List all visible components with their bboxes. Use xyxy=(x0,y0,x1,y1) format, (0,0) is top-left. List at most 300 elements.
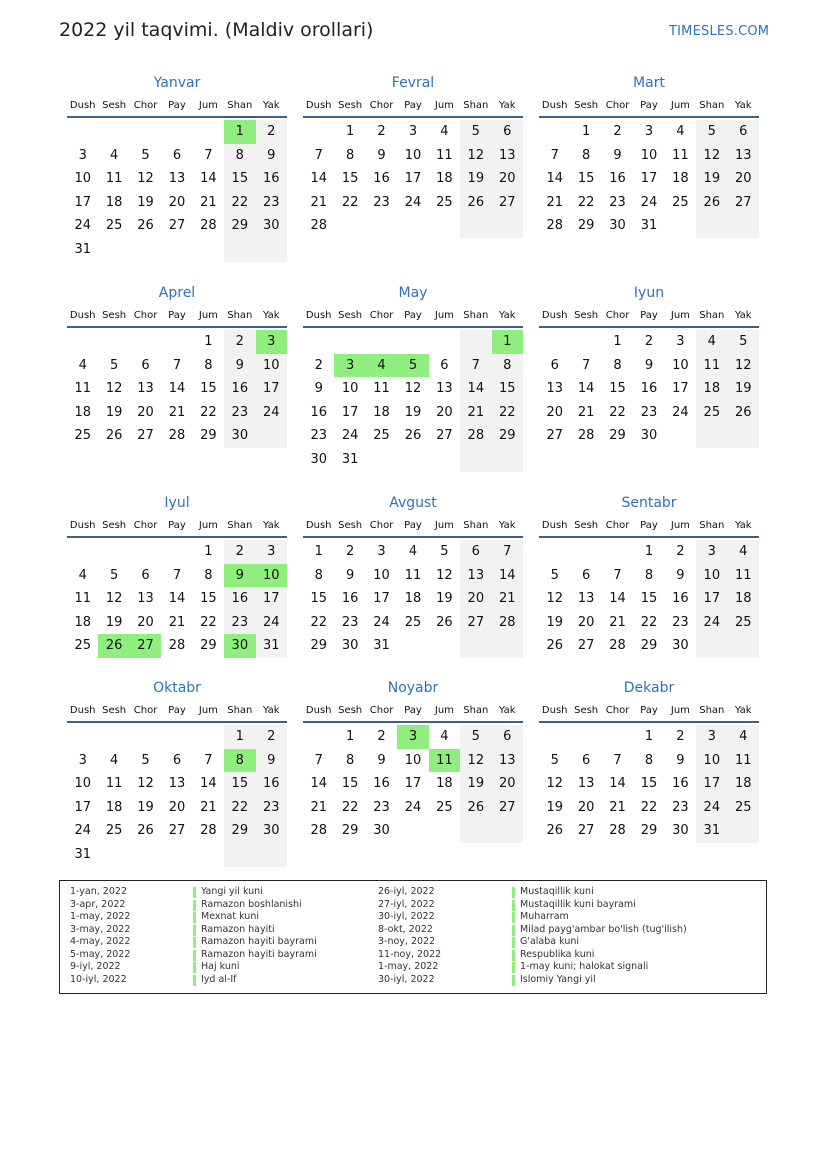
empty-cell xyxy=(460,634,491,658)
day-cell: 24 xyxy=(341,428,359,444)
day-cell: 22 xyxy=(341,194,359,210)
day-cell: 25 xyxy=(74,428,91,444)
empty-cell xyxy=(67,330,98,354)
day-cell: 2 xyxy=(224,330,255,354)
day-grid xyxy=(67,120,287,262)
empty-cell xyxy=(539,330,570,354)
day-cell: 23 xyxy=(609,194,626,210)
day-cell: 24 xyxy=(256,611,287,635)
day-cell: 18 xyxy=(728,772,759,796)
weekday-label: Dush xyxy=(305,705,332,716)
day-cell: 14 xyxy=(310,776,327,792)
empty-cell xyxy=(161,540,192,564)
empty-cell xyxy=(570,540,601,564)
day-cell: 28 xyxy=(609,638,626,654)
day-cell: 16 xyxy=(609,171,626,187)
day-cell: 7 xyxy=(314,752,323,768)
day-cell: 2 xyxy=(314,357,323,373)
legend-dates-right xyxy=(378,886,441,986)
day-cell: 6 xyxy=(440,357,449,373)
day-cell: 28 xyxy=(460,424,491,448)
day-cell: 29 xyxy=(224,819,255,843)
day-cell: 19 xyxy=(546,799,563,815)
weekday-label: Dush xyxy=(69,520,96,531)
weekday-label: Chor xyxy=(605,310,630,321)
day-cell: 18 xyxy=(373,404,390,420)
day-cell: 18 xyxy=(74,404,91,420)
day-cell: 3 xyxy=(696,725,727,749)
day-cell: 3 xyxy=(397,725,428,749)
empty-cell xyxy=(460,819,491,843)
day-grid xyxy=(67,330,287,448)
day-cell: 25 xyxy=(728,611,759,635)
day-cell: 17 xyxy=(341,404,359,420)
day-cell: 6 xyxy=(172,147,182,163)
day-cell: 28 xyxy=(609,823,626,839)
day-cell: 12 xyxy=(696,144,727,168)
day-cell: 8 xyxy=(613,357,622,373)
day-cell: 26 xyxy=(696,191,727,215)
day-cell: 27 xyxy=(577,638,595,654)
day-cell: 15 xyxy=(224,167,255,191)
day-cell: 8 xyxy=(204,567,213,583)
day-cell: 31 xyxy=(74,241,91,257)
weekday-label: Yak xyxy=(734,520,752,531)
day-cell: 13 xyxy=(577,776,595,792)
day-cell: 19 xyxy=(137,194,154,210)
day-cell: 27 xyxy=(492,796,523,820)
legend-date: 3-may, 2022 xyxy=(70,923,131,935)
day-cell: 19 xyxy=(105,404,123,420)
day-cell: 31 xyxy=(341,451,359,467)
day-cell: 15 xyxy=(341,171,359,187)
day-cell: 4 xyxy=(366,354,397,378)
day-cell: 8 xyxy=(224,144,255,168)
weekday-header xyxy=(539,701,759,723)
day-cell: 28 xyxy=(168,638,186,654)
day-cell: 24 xyxy=(404,194,422,210)
day-cell: 21 xyxy=(577,404,595,420)
day-cell: 27 xyxy=(728,191,759,215)
day-cell: 9 xyxy=(224,354,255,378)
day-cell: 8 xyxy=(581,147,591,163)
day-cell: 26 xyxy=(728,401,759,425)
empty-cell xyxy=(98,238,129,262)
day-cell: 29 xyxy=(200,638,217,654)
day-cell: 20 xyxy=(492,772,523,796)
legend-holiday-name: Ramazon boshlanishi xyxy=(193,899,317,912)
empty-cell xyxy=(429,448,460,472)
day-cell: 14 xyxy=(460,377,491,401)
day-cell: 5 xyxy=(109,357,119,373)
day-cell: 2 xyxy=(256,725,287,749)
day-cell: 9 xyxy=(377,752,386,768)
weekday-header xyxy=(303,701,523,723)
day-cell: 18 xyxy=(696,377,727,401)
empty-cell xyxy=(67,120,98,144)
day-cell: 9 xyxy=(613,147,622,163)
day-cell: 2 xyxy=(644,334,654,349)
weekday-header xyxy=(303,516,523,538)
empty-cell xyxy=(429,330,460,354)
day-cell: 1 xyxy=(314,544,323,559)
day-cell: 17 xyxy=(74,799,91,815)
day-cell: 19 xyxy=(436,591,453,607)
weekday-label: Chor xyxy=(369,310,394,321)
day-cell: 9 xyxy=(224,564,255,588)
day-cell: 29 xyxy=(200,428,217,444)
day-cell: 25 xyxy=(672,194,689,210)
day-cell: 20 xyxy=(546,404,563,420)
day-cell: 23 xyxy=(224,401,255,425)
day-cell: 16 xyxy=(310,404,327,420)
day-cell: 4 xyxy=(728,540,759,564)
legend-holiday-name: Respublika kuni xyxy=(512,949,687,962)
empty-cell xyxy=(334,330,365,354)
empty-cell xyxy=(161,238,192,262)
day-cell: 13 xyxy=(168,776,186,792)
empty-cell xyxy=(728,424,759,448)
day-cell: 1 xyxy=(204,544,213,559)
empty-cell xyxy=(130,843,161,867)
day-cell: 24 xyxy=(672,404,689,420)
weekday-label: Shan xyxy=(463,520,489,531)
empty-cell xyxy=(397,214,428,238)
empty-cell xyxy=(130,120,161,144)
weekday-header xyxy=(303,96,523,118)
day-cell: 25 xyxy=(436,194,453,210)
weekday-label: Chor xyxy=(605,520,630,531)
brand-link[interactable]: TIMESLES.COM xyxy=(669,24,770,39)
day-cell: 6 xyxy=(492,725,523,749)
month-may xyxy=(303,283,523,472)
empty-cell xyxy=(728,634,759,658)
day-cell: 30 xyxy=(640,428,658,444)
day-cell: 7 xyxy=(204,147,213,163)
day-cell: 13 xyxy=(577,591,595,607)
page-title: 2022 yil taqvimi. (Maldiv orollari) xyxy=(59,19,374,41)
legend-date: 9-iyl, 2022 xyxy=(70,961,121,972)
day-cell: 27 xyxy=(546,428,563,444)
day-cell: 19 xyxy=(137,799,154,815)
month-name: Dekabr xyxy=(623,680,675,696)
day-cell: 22 xyxy=(224,191,255,215)
empty-cell xyxy=(366,448,397,472)
weekday-header xyxy=(539,516,759,538)
day-grid xyxy=(539,725,759,843)
empty-cell xyxy=(161,725,192,749)
day-cell: 23 xyxy=(256,796,287,820)
holiday-legend xyxy=(59,880,767,994)
empty-cell xyxy=(303,725,334,749)
day-cell: 17 xyxy=(640,171,658,187)
weekday-header xyxy=(303,306,523,328)
day-cell: 31 xyxy=(373,638,390,654)
empty-cell xyxy=(539,540,570,564)
weekday-label: Jum xyxy=(198,310,218,321)
empty-cell xyxy=(429,214,460,238)
legend-dates-left xyxy=(70,886,130,986)
day-cell: 7 xyxy=(204,752,213,768)
day-cell: 6 xyxy=(141,567,150,583)
day-cell: 22 xyxy=(224,796,255,820)
weekday-label: Jum xyxy=(434,310,454,321)
weekday-label: Shan xyxy=(227,310,253,321)
empty-cell xyxy=(397,819,428,843)
day-cell: 15 xyxy=(609,381,626,397)
empty-cell xyxy=(303,120,334,144)
day-cell: 25 xyxy=(105,823,123,839)
day-cell: 14 xyxy=(546,171,563,187)
day-cell: 3 xyxy=(334,354,365,378)
empty-cell xyxy=(161,120,192,144)
weekday-label: Sesh xyxy=(574,310,599,321)
day-cell: 31 xyxy=(696,819,727,843)
month-name: Iyun xyxy=(633,285,665,301)
day-cell: 16 xyxy=(256,772,287,796)
day-cell: 13 xyxy=(436,381,453,397)
day-cell: 15 xyxy=(640,591,658,607)
day-cell: 13 xyxy=(728,144,759,168)
day-cell: 12 xyxy=(460,749,491,773)
day-cell: 20 xyxy=(168,194,186,210)
day-cell: 10 xyxy=(256,354,287,378)
empty-cell xyxy=(492,448,523,472)
empty-cell xyxy=(130,725,161,749)
day-cell: 27 xyxy=(577,823,595,839)
weekday-label: Pay xyxy=(404,310,422,321)
day-cell: 30 xyxy=(609,218,626,234)
day-cell: 8 xyxy=(345,147,355,163)
empty-cell xyxy=(67,725,98,749)
legend-holiday-name: Milad payg'ambar bo'lish (tug'ilish) xyxy=(512,924,687,937)
empty-cell xyxy=(397,330,428,354)
day-cell: 16 xyxy=(672,591,689,607)
legend-holiday-name: Mustaqillik kuni bayrami xyxy=(512,899,687,912)
day-cell: 10 xyxy=(74,776,91,792)
day-cell: 14 xyxy=(609,776,626,792)
day-cell: 29 xyxy=(492,424,523,448)
day-cell: 24 xyxy=(640,194,658,210)
day-cell: 11 xyxy=(672,147,689,163)
day-cell: 9 xyxy=(314,381,323,397)
weekday-header xyxy=(67,96,287,118)
weekday-label: Sesh xyxy=(102,520,127,531)
day-cell: 7 xyxy=(550,147,559,163)
weekday-label: Shan xyxy=(227,520,253,531)
day-cell: 6 xyxy=(460,540,491,564)
weekday-label: Pay xyxy=(640,310,658,321)
month-sentabr xyxy=(539,493,759,658)
empty-cell xyxy=(492,634,523,658)
day-cell: 28 xyxy=(310,823,327,839)
empty-cell xyxy=(429,634,460,658)
weekday-label: Sesh xyxy=(338,705,363,716)
day-cell: 9 xyxy=(676,567,685,583)
month-name: Mart xyxy=(633,75,665,91)
day-cell: 22 xyxy=(577,194,595,210)
day-cell: 25 xyxy=(436,799,453,815)
day-cell: 12 xyxy=(137,776,154,792)
empty-cell xyxy=(193,843,224,867)
day-cell: 7 xyxy=(314,147,323,163)
empty-cell xyxy=(570,725,601,749)
day-cell: 22 xyxy=(609,404,626,420)
day-cell: 6 xyxy=(141,357,150,373)
day-cell: 8 xyxy=(314,567,323,583)
empty-cell xyxy=(256,424,287,448)
day-cell: 2 xyxy=(224,540,255,564)
weekday-label: Jum xyxy=(434,705,454,716)
weekday-label: Sesh xyxy=(338,310,363,321)
empty-cell xyxy=(161,843,192,867)
day-cell: 16 xyxy=(672,776,689,792)
day-cell: 17 xyxy=(373,591,390,607)
empty-cell xyxy=(366,330,397,354)
day-cell: 28 xyxy=(577,428,595,444)
day-cell: 1 xyxy=(492,330,523,354)
empty-cell xyxy=(665,214,696,238)
legend-date: 11-noy, 2022 xyxy=(378,948,442,960)
weekday-label: Dush xyxy=(541,520,568,531)
day-cell: 9 xyxy=(256,144,287,168)
empty-cell xyxy=(602,540,633,564)
month-name: Sentabr xyxy=(621,495,677,511)
day-cell: 19 xyxy=(460,772,491,796)
day-cell: 3 xyxy=(78,752,87,768)
day-cell: 9 xyxy=(676,752,685,768)
legend-date: 4-may, 2022 xyxy=(70,936,131,947)
day-cell: 15 xyxy=(224,772,255,796)
day-cell: 10 xyxy=(696,749,727,773)
weekday-label: Shan xyxy=(463,310,489,321)
legend-date: 1-may, 2022 xyxy=(70,911,131,922)
day-cell: 26 xyxy=(404,428,422,444)
day-cell: 3 xyxy=(696,540,727,564)
day-cell: 11 xyxy=(728,564,759,588)
day-cell: 17 xyxy=(696,587,727,611)
day-cell: 14 xyxy=(168,591,186,607)
empty-cell xyxy=(98,843,129,867)
day-cell: 25 xyxy=(696,401,727,425)
day-grid xyxy=(539,540,759,658)
day-cell: 3 xyxy=(408,124,418,139)
day-cell: 30 xyxy=(310,451,327,467)
empty-cell xyxy=(130,238,161,262)
day-cell: 24 xyxy=(373,614,390,630)
day-cell: 2 xyxy=(613,124,622,139)
day-cell: 1 xyxy=(345,729,355,744)
weekday-label: Dush xyxy=(541,310,568,321)
day-cell: 14 xyxy=(200,776,217,792)
weekday-label: Sesh xyxy=(574,520,599,531)
day-cell: 22 xyxy=(492,401,523,425)
month-name: Aprel xyxy=(158,285,196,301)
day-cell: 4 xyxy=(440,729,449,744)
legend-holiday-name: Mexnat kuni xyxy=(193,911,317,924)
legend-date: 1-yan, 2022 xyxy=(70,886,127,897)
day-cell: 27 xyxy=(168,823,186,839)
day-cell: 2 xyxy=(345,544,355,559)
day-cell: 13 xyxy=(492,144,523,168)
legend-names-left xyxy=(193,886,317,986)
weekday-label: Sesh xyxy=(102,310,127,321)
day-cell: 31 xyxy=(256,634,287,658)
day-cell: 3 xyxy=(256,540,287,564)
weekday-label: Dush xyxy=(541,100,568,111)
day-cell: 27 xyxy=(130,634,161,658)
day-cell: 19 xyxy=(728,377,759,401)
weekday-label: Jum xyxy=(198,100,218,111)
legend-holiday-name: Iyd al-If xyxy=(193,974,317,987)
legend-holiday-name: Islomiy Yangi yil xyxy=(512,974,687,987)
day-grid xyxy=(67,725,287,867)
day-cell: 11 xyxy=(728,749,759,773)
legend-date: 30-iyl, 2022 xyxy=(378,973,435,985)
day-cell: 21 xyxy=(460,401,491,425)
day-cell: 20 xyxy=(168,799,186,815)
month-name: Oktabr xyxy=(153,680,201,696)
day-cell: 17 xyxy=(696,772,727,796)
day-cell: 1 xyxy=(644,729,654,744)
day-cell: 12 xyxy=(728,354,759,378)
day-cell: 25 xyxy=(105,218,123,234)
day-cell: 10 xyxy=(404,147,422,163)
empty-cell xyxy=(397,448,428,472)
day-cell: 5 xyxy=(550,567,559,583)
day-cell: 11 xyxy=(696,354,727,378)
weekday-label: Yak xyxy=(498,100,516,111)
day-cell: 2 xyxy=(256,120,287,144)
month-dekabr xyxy=(539,678,759,843)
day-cell: 21 xyxy=(492,587,523,611)
day-cell: 5 xyxy=(397,354,428,378)
day-cell: 18 xyxy=(436,776,453,792)
weekday-label: Dush xyxy=(69,100,96,111)
weekday-label: Jum xyxy=(198,520,218,531)
weekday-label: Chor xyxy=(133,520,158,531)
day-cell: 18 xyxy=(728,587,759,611)
weekday-label: Dush xyxy=(69,310,96,321)
day-cell: 15 xyxy=(492,377,523,401)
weekday-label: Yak xyxy=(734,705,752,716)
day-cell: 20 xyxy=(137,614,154,630)
month-name: Iyul xyxy=(164,495,190,511)
weekday-label: Pay xyxy=(640,100,658,111)
weekday-header xyxy=(539,306,759,328)
weekday-label: Dush xyxy=(305,310,332,321)
legend-date: 5-may, 2022 xyxy=(70,948,131,960)
day-cell: 5 xyxy=(728,330,759,354)
day-cell: 30 xyxy=(224,634,255,658)
day-cell: 29 xyxy=(341,823,359,839)
day-grid xyxy=(67,540,287,658)
month-avgust xyxy=(303,493,523,658)
day-cell: 24 xyxy=(696,796,727,820)
day-cell: 5 xyxy=(109,567,119,583)
day-cell: 17 xyxy=(672,381,689,397)
empty-cell xyxy=(256,238,287,262)
weekday-label: Dush xyxy=(541,705,568,716)
weekday-label: Yak xyxy=(262,100,280,111)
weekday-label: Shan xyxy=(227,100,253,111)
empty-cell xyxy=(460,330,491,354)
empty-cell xyxy=(696,214,727,238)
day-cell: 12 xyxy=(460,144,491,168)
weekday-label: Chor xyxy=(133,705,158,716)
empty-cell xyxy=(366,214,397,238)
day-cell: 24 xyxy=(256,401,287,425)
